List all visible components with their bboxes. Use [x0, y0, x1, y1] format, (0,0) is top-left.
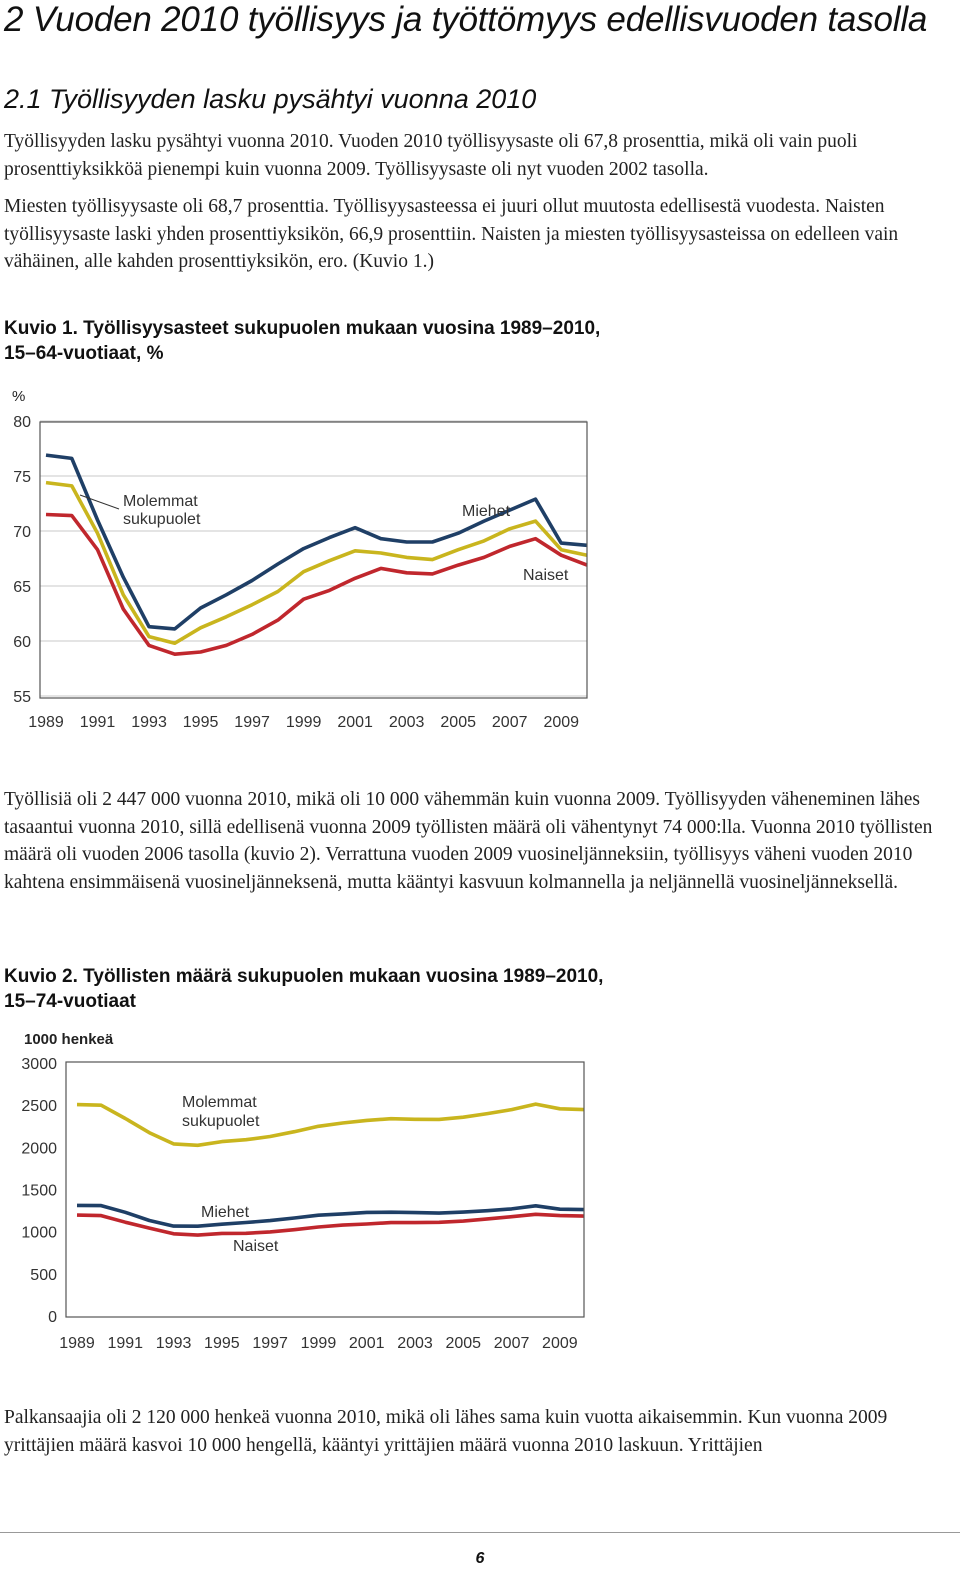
chart2-x-tick-label: 2007: [493, 1335, 530, 1352]
chart2-label-both-line-1: Molemmat: [182, 1094, 257, 1111]
chart1-label-both-line-2: sukupuolet: [123, 511, 201, 528]
chart2-label-women: Naiset: [233, 1238, 279, 1255]
footer-rule: [0, 1532, 960, 1533]
chart1-y-unit: %: [12, 388, 26, 405]
chart1-x-tick-label: 2001: [337, 714, 373, 731]
chart1-x-tick-label: 2003: [388, 714, 425, 731]
chart1-x-tick-label: 2009: [543, 714, 580, 731]
chart2-y-tick-label: 0: [48, 1309, 57, 1326]
chart1-label-leader: [80, 495, 119, 509]
chart1-x-tick-label: 1993: [131, 714, 167, 731]
chart1-x-tick-label: 1997: [234, 714, 270, 731]
chart2-series-both-line: [77, 1104, 584, 1145]
paragraph-2: Miesten työllisyysaste oli 68,7 prosenttia. Työllisyysasteessa ei juuri ollut muutosta edellisestä vuodesta. Naisten työllisyysaste laski yhden prosenttiyksikön, 66,9 prosenttiin. Naisten ja miesten työllisyysasteissa on edelleen vain vähäinen, alle kahden prosenttiyksikön, ero. (Kuvio 1.): [4, 196, 899, 272]
chart1-x-tick-label: 1995: [182, 714, 219, 731]
paragraph-3: Työllisiä oli 2 447 000 vuonna 2010, mikä oli 10 000 vähemmän kuin vuonna 2009. Työllisyyden väheneminen lähes tasaantui vuonna 2010, sillä edellisenä vuonna 2009 työllisten määrä oli vähentynyt 74 000:lla. Vuonna 2010 työllisten määrä oli vuoden 2006 tasolla (kuvio 2). Verrattuna vuoden 2009 vuosineljänneksiin, työllisyys väheni vuoden 2010 kahtena ensimmäisenä vuosineljänneksenä, mutta kääntyi kasvuun kolmannella ja neljännellä vuosineljänneksellä.: [4, 789, 933, 893]
chart1-y-tick-label: 70: [13, 524, 31, 541]
chart1-x-tick-label: 2005: [440, 714, 476, 731]
chart1-frame: [40, 422, 587, 698]
figure-1-caption-line-2: 15–64-vuotiaat, %: [4, 343, 164, 364]
chart2-y-tick-label: 2500: [21, 1098, 57, 1116]
chart2-x-tick-label: 1991: [107, 1335, 144, 1352]
paragraph-1: Työllisyyden lasku pysähtyi vuonna 2010. Vuoden 2010 työllisyysaste oli 67,8 prosenttia, mikä oli vain puoli prosenttiyksikköä pienempi kuin vuonna 2009. Työllisyysaste oli nyt vuoden 2002 tasolla.: [4, 131, 858, 180]
chart1-y-tick-label: 55: [13, 689, 31, 706]
figure-2-caption-line-2: 15–74-vuotiaat: [4, 991, 137, 1012]
chart1-x-tick-label: 2007: [491, 714, 528, 731]
chart1-label-men: Miehet: [462, 503, 511, 520]
section-heading: 2.1 Työllisyyden lasku pysähtyi vuonna 2010: [4, 84, 537, 114]
chart2-x-tick-label: 1995: [204, 1335, 240, 1352]
chart2-y-tick-label: 3000: [21, 1056, 57, 1073]
chart2-label-men: Miehet: [201, 1204, 250, 1221]
chart2-x-tick-label: 2005: [445, 1335, 482, 1352]
chart1-x-tick-label: 1989: [28, 714, 64, 731]
chart1-x-tick-label: 1991: [79, 714, 116, 731]
figure-2-caption: [4, 964, 603, 1014]
chart1-y-tick-label: 60: [13, 634, 31, 651]
chart2-x-tick-label: 1993: [155, 1335, 192, 1352]
chart2-y-tick-label: 1000: [21, 1224, 57, 1242]
chart1-y-tick-label: 65: [13, 579, 31, 596]
figure-2-caption-line-1: Kuvio 2. Työllisten määrä sukupuolen mukaan vuosina 1989–2010,: [4, 966, 604, 987]
chart1-x-tick-label: 1999: [285, 714, 322, 731]
chart1-y-tick-label: 75: [13, 469, 31, 486]
chart-employed-persons: [0, 1025, 600, 1360]
chart2-frame: [66, 1062, 584, 1317]
chart2-label-both-line-2: sukupuolet: [182, 1113, 260, 1130]
chart2-y-tick-label: 2000: [21, 1140, 57, 1158]
chart2-x-tick-label: 1997: [252, 1335, 288, 1352]
chart2-y-unit: 1000 henkeä: [24, 1031, 114, 1048]
chart1-label-women: Naiset: [523, 567, 569, 584]
chart2-y-tick-label: 1500: [21, 1182, 57, 1200]
chart2-x-tick-label: 2003: [397, 1335, 433, 1352]
paragraph-4: Palkansaajia oli 2 120 000 henkeä vuonna 2010, mikä oli lähes sama kuin vuotta aikaisemmin. Kun vuonna 2009 yrittäjien määrä kasvoi 10 000 hengellä, kääntyi yrittäjien määrä vuonna 2010 laskuun. Yrittäjien: [4, 1407, 888, 1456]
chart2-x-tick-label: 1989: [59, 1335, 95, 1352]
chart2-x-tick-label: 2001: [348, 1335, 385, 1352]
chart-employment-rate: [0, 380, 600, 740]
chart2-x-tick-label: 1999: [300, 1335, 337, 1352]
figure-1-caption-line-1: Kuvio 1. Työllisyysasteet sukupuolen mukaan vuosina 1989–2010,: [4, 318, 601, 339]
page-number: 6: [475, 1550, 485, 1567]
chart2-x-tick-label: 2009: [542, 1335, 578, 1352]
chart2-series-women-line: [77, 1214, 584, 1235]
chart2-y-tick-label: 500: [30, 1266, 57, 1284]
chart1-label-both-line-1: Molemmat: [123, 493, 198, 510]
page-heading: 2 Vuoden 2010 työllisyys ja työttömyys edellisvuoden tasolla: [4, 0, 928, 39]
figure-1-caption: [4, 316, 600, 366]
chart1-y-tick-label: 80: [13, 414, 31, 431]
